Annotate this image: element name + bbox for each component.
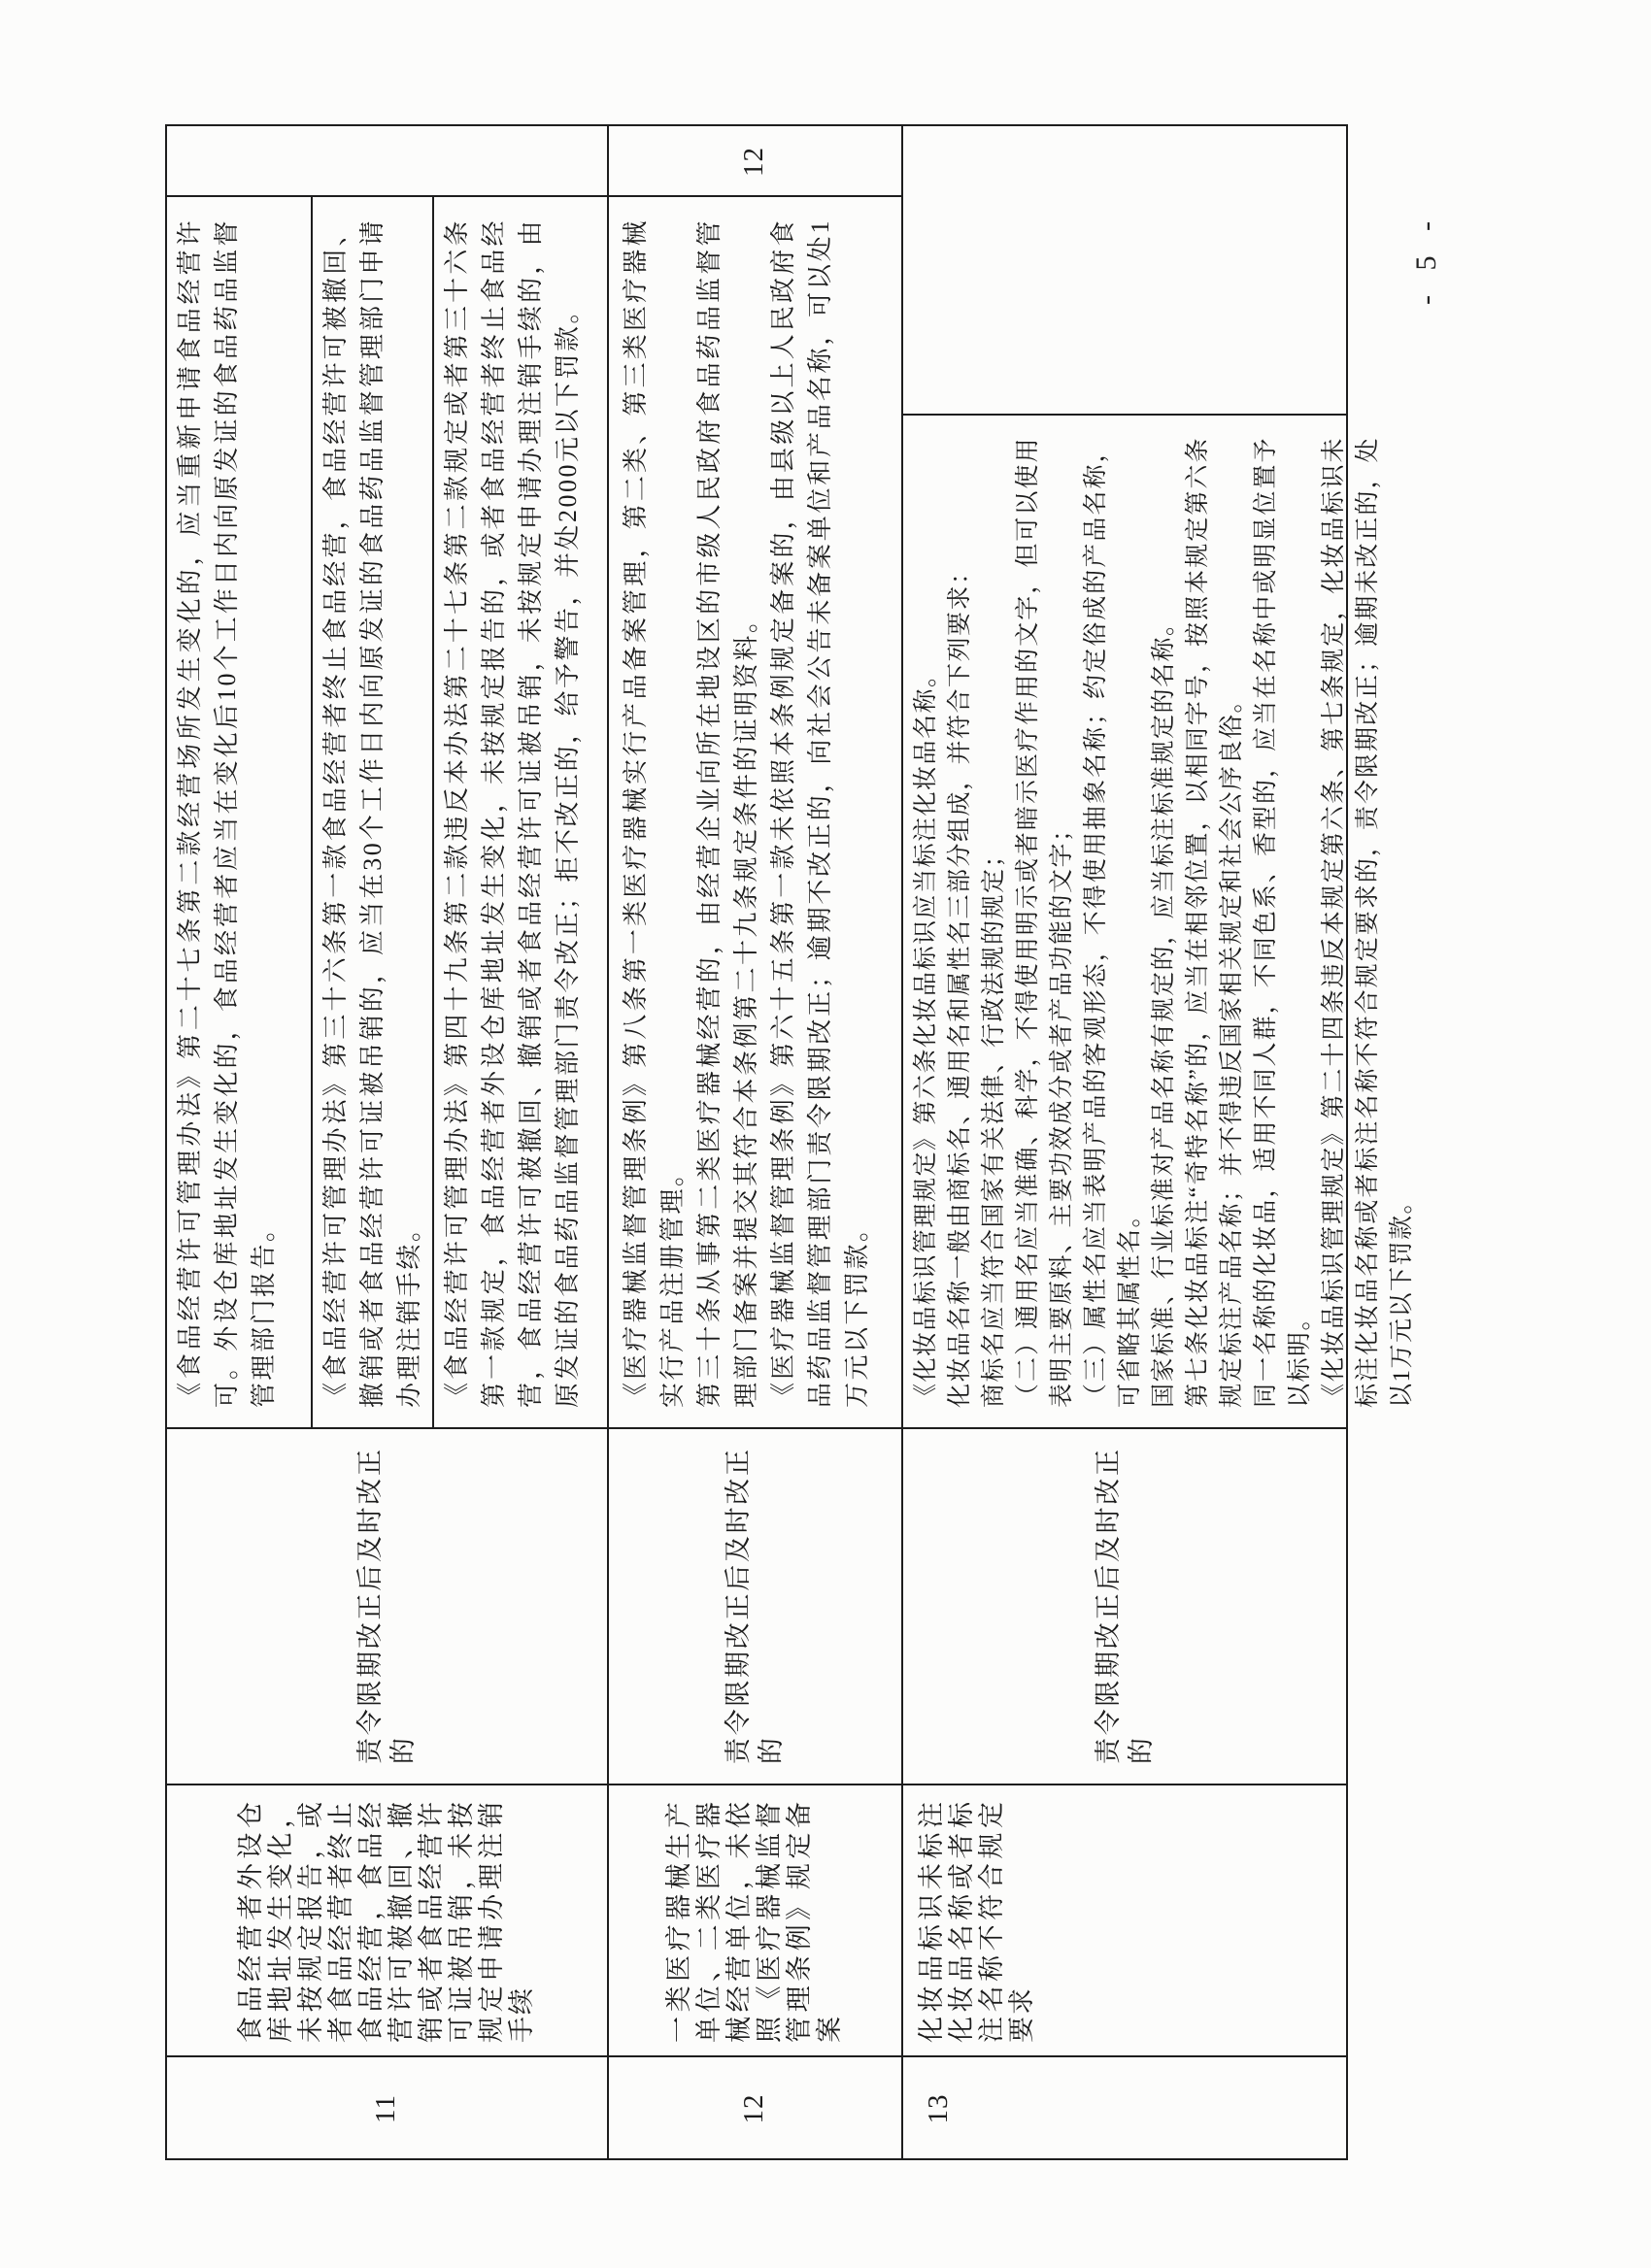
- row-number: 11: [370, 2094, 401, 2123]
- legal-basis-paragraph: 《化妆品标识管理规定》第六条化妆品标识应当标注化妆品名称。: [913, 661, 939, 1408]
- legal-basis-paragraph: 《食品经营许可管理办法》第四十九条第二款违反本办法第二十七条第二款规定或者第三十六条第一款规定，食品经营者外设仓库地址发生变化，未按规定报告的，或者食品经营者终止食品经营，食品经营许可被撤回、撤销或者食品经营许可证被吊销，未按规定申请办理注销手续的，由原发证的食品药品监督管理部门责令改正；拒不改正的，给予警告，并处2000元以下罚款。: [443, 218, 582, 1408]
- legal-basis-paragraph: 第七条化妆品标注“奇特名称”的，应当在相邻位置，以相同字号，按照本规定第六条规定标注产品名称；并不得违反国家相关规定和社会公序良俗。: [1185, 437, 1245, 1408]
- row-number: 13: [923, 2093, 954, 2124]
- table-border-left: [165, 2158, 1348, 2160]
- legal-basis-paragraph: 《食品经营许可管理办法》第三十六条第一款食品经营者终止食品经营，食品经营许可被撤回、撤销或者食品经营许可证被吊销的，应当在30个工作日内向原发证的食品药品监督管理部门申请办理注销手续。: [321, 218, 423, 1408]
- col-divider-legal-remark-rows11-12: [165, 195, 901, 197]
- violation-text: 食品经营者外设仓库地址发生变化，未按规定报告，或者食品经营者终止食品经营，食品经营许可被撤回、撤销或者食品经营许可证被吊销，未按规定申请办理注销手续: [235, 1800, 536, 2043]
- col-divider-violation-penalty: [165, 1784, 1348, 1785]
- violation-cell: [609, 1787, 899, 2055]
- legal-basis-paragraph: 《食品经营许可管理办法》第二十七条第二款经营场所发生变化的，应当重新申请食品经营许可。外设仓库地址发生变化的，食品经营者应当在变化后10个工作日内向原发证的食品药品监督管理部门报告。: [176, 218, 278, 1408]
- legal-basis-paragraph: 《医疗器械监督管理条例》第八条第一类医疗器械实行产品备案管理，第二类、第三类医疗器械实行产品注册管理。: [622, 218, 687, 1408]
- penalty-cell: [167, 1431, 605, 1784]
- remark-value: 12: [738, 147, 769, 177]
- col-divider-legal-remark-row13: [901, 414, 1348, 416]
- violation-text: 一类医疗器械生产单位、二类医疗器械经营单位，未依照《医疗器械监督管理条例》规定备案: [663, 1800, 844, 2043]
- penalty-cell: [903, 1431, 1346, 1784]
- violation-cell: [903, 1787, 1346, 2055]
- penalty-text: 责令限期改正后及时改正的: [354, 1449, 418, 1764]
- penalty-text: 责令限期改正后及时改正的: [723, 1449, 786, 1764]
- legal-basis-paragraph: 第三十条从事第二类医疗器械经营的，由经营企业向所在地设区的市级人民政府食品药品监督管理部门备案并提交其符合本条例第二十九条规定条件的证明资料。: [695, 218, 760, 1408]
- col-divider-penalty-legal: [165, 1427, 1348, 1429]
- table-border-right: [165, 124, 1348, 126]
- remark-cell: [903, 128, 1346, 414]
- col-divider-no-violation: [165, 2055, 1348, 2057]
- row-number: 12: [738, 2093, 769, 2124]
- legal-basis-subcell: [167, 199, 309, 1427]
- legal-basis-cell: [903, 417, 1415, 1427]
- remark-cell: [167, 128, 605, 195]
- penalty-text: 责令限期改正后及时改正的: [1094, 1449, 1156, 1764]
- legal-basis-paragraph: 《化妆品标识管理规定》第二十四条违反本规定第六条、第七条规定，化妆品标识未标注化妆品名称或者标注名称不符合规定要求的，责令限期改正；逾期未改正的，处以1万元以下罚款。: [1321, 437, 1415, 1408]
- row-number-cell: [609, 2059, 899, 2158]
- remark-cell: [609, 128, 899, 195]
- penalty-cell: [609, 1431, 899, 1784]
- violation-text: 化妆品标识未标注化妆品名称或者标注名称不符合规定要求: [917, 1800, 1036, 2043]
- violation-cell: [167, 1787, 605, 2055]
- legal-basis-paragraph: （二）通用名应当准确、科学，不得使用明示或者暗示医疗作用的文字，但可以使用表明主要原料、主要功效成分或者产品功能的文字；: [1015, 437, 1075, 1408]
- legal-basis-paragraph: （三）属性名应当表明产品的客观形态，不得使用抽象名称；约定俗成的产品名称，可省略其属性名。: [1083, 437, 1143, 1408]
- legal-basis-paragraph: 化妆品名称一般由商标名、通用名和属性名三部分组成，并符合下列要求：: [947, 558, 973, 1408]
- legal-basis-paragraph: 国家标准、行业标准对产品名称有规定的，应当标注标准规定的名称。: [1151, 610, 1177, 1408]
- legal-basis-cell: [609, 199, 899, 1427]
- legal-basis-subcell: [434, 199, 605, 1427]
- legal-basis-paragraph: 同一名称的化妆品，适用不同人群，不同色系、香型的，应当在名称中或明显位置予以标明。: [1253, 437, 1313, 1408]
- row-number-cell: [903, 2059, 1292, 2158]
- legal-basis-subcell: [313, 199, 430, 1427]
- legal-basis-paragraph: 《医疗器械监督管理条例》第六十五条第一款未依照本条例规定备案的，由县级以上人民政府食品药品监督管理部门责令限期改正；逾期不改正的，向社会公告未备案单位和产品名称，可以处1万元以下罚款。: [769, 218, 871, 1408]
- row-number-cell: [167, 2059, 605, 2158]
- legal-basis-paragraph: 商标名应当符合国家有关法律、行政法规的规定；: [981, 841, 1007, 1408]
- page-number: - 5 -: [1410, 213, 1442, 305]
